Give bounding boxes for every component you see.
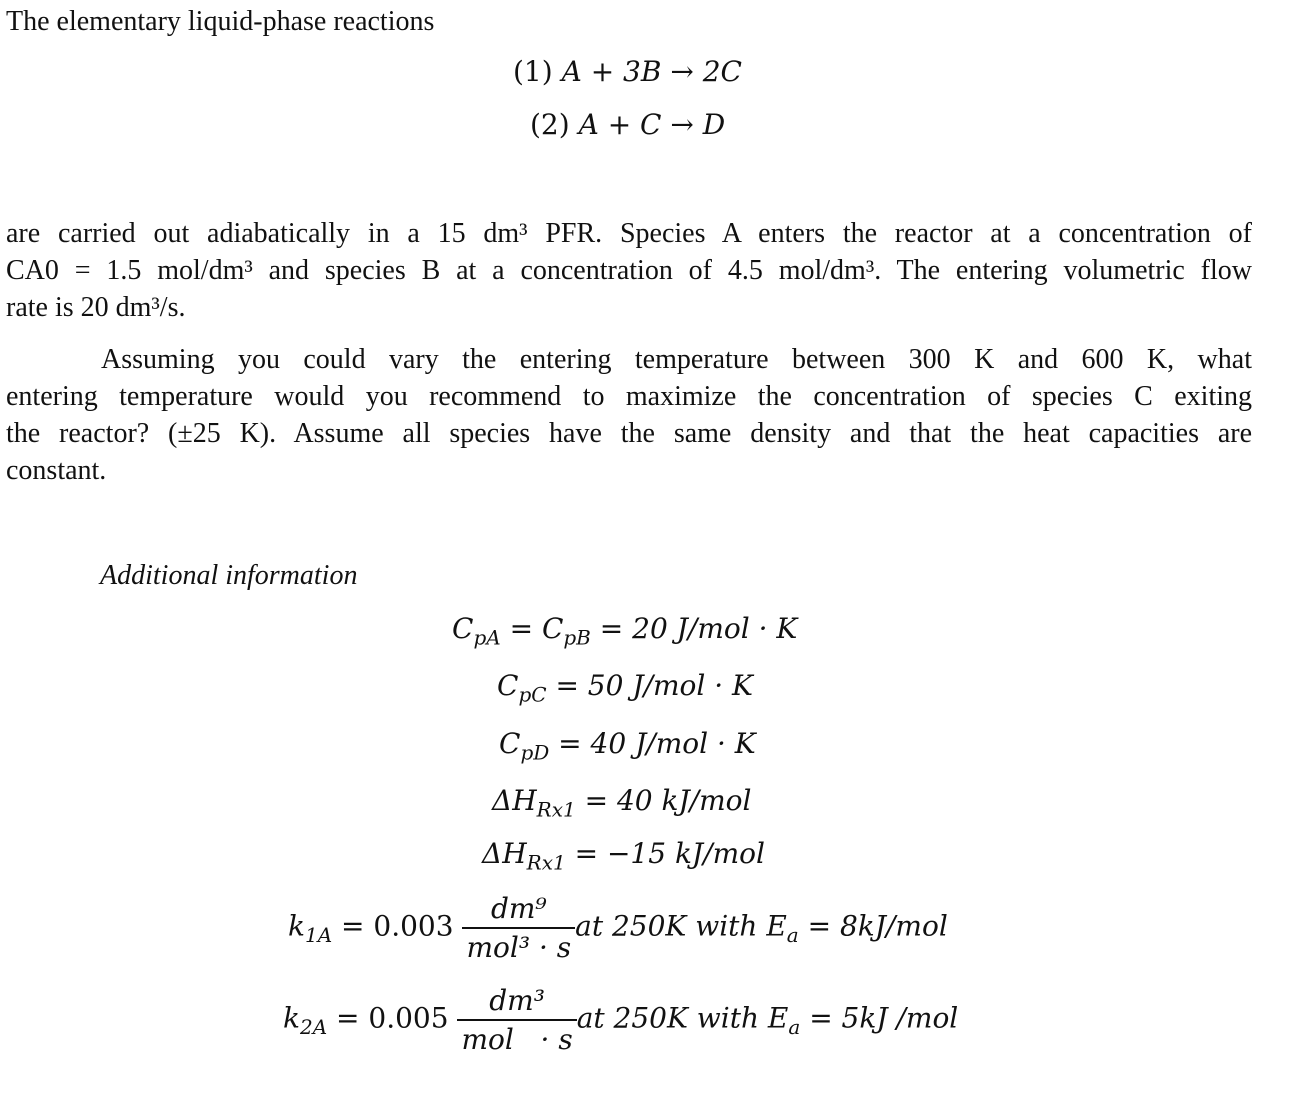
intro-text: The elementary liquid-phase reactions <box>6 6 435 37</box>
ea-value: = 5kJ /mol <box>800 1001 959 1035</box>
ea-value: = 8kJ/mol <box>798 909 948 943</box>
reaction-1 <box>513 55 742 88</box>
eq-value: = 50 J/mol · K <box>546 669 753 702</box>
fraction-denominator: mol³ · s <box>466 931 572 964</box>
paragraph-conditions <box>6 215 1252 326</box>
reaction-2-label: (2) <box>530 108 570 141</box>
fraction-numerator: dm³ <box>457 984 576 1021</box>
equation-dh-rx2 <box>482 837 765 875</box>
k-condition: at 250K with E <box>575 909 787 943</box>
eq-value: = 40 kJ/mol <box>575 784 752 817</box>
eq-subscript: Rx1 <box>536 797 576 822</box>
reaction-1-label: (1) <box>513 55 553 88</box>
ea-subscript: a <box>788 1015 801 1040</box>
eq-value: = 20 J/mol · K <box>590 612 798 645</box>
k-symbol: k <box>288 909 305 943</box>
k-subscript: 1A <box>304 923 333 948</box>
k1-units-fraction <box>462 892 575 964</box>
rate-constant-k2 <box>283 984 958 1056</box>
equation-cp-d <box>499 727 756 765</box>
eq-symbol: C <box>499 727 521 760</box>
eq-subscript: pC <box>518 682 547 707</box>
fraction-numerator: dm⁹ <box>462 892 575 929</box>
paragraph-1-line-3: rate is 20 dm³/s. <box>6 292 186 323</box>
equation-cp-c <box>497 669 753 707</box>
paragraph-1-line-1: are carried out adiabatically in a 15 dm³ PFR. Species A enters the reactor at a concentration of <box>6 218 1252 249</box>
k-subscript: 2A <box>299 1015 328 1040</box>
paragraph-2-line-4: constant. <box>6 455 107 486</box>
equation-cp-ab <box>452 612 797 650</box>
eq-subscript: Rx1 <box>526 850 566 875</box>
k2-units-fraction <box>457 984 576 1056</box>
paragraph-1-line-2: CA0 = 1.5 mol/dm³ and species B at a concentration of 4.5 mol/dm³. The entering volumetric flow <box>6 255 1252 286</box>
eq-subscript: pB <box>563 625 591 650</box>
rate-constant-k1 <box>288 892 948 964</box>
paragraph-2-line-3: the reactor? (±25 K). Assume all species have the same density and that the heat capacities are <box>6 418 1252 449</box>
k-value: = 0.003 <box>332 909 454 943</box>
eq-symbol: ΔH <box>482 837 527 870</box>
fraction-denominator: mol · s <box>461 1023 573 1056</box>
eq-symbol: = C <box>500 612 564 645</box>
eq-value: = −15 kJ/mol <box>565 837 765 870</box>
eq-symbol: ΔH <box>492 784 537 817</box>
equation-dh-rx1 <box>492 784 751 822</box>
ea-subscript: a <box>786 923 799 948</box>
reaction-2-equation: A + C → D <box>578 108 726 141</box>
eq-value: = 40 J/mol · K <box>549 727 756 760</box>
reaction-1-equation: A + 3B → 2C <box>561 55 742 88</box>
paragraph-question <box>6 341 1252 489</box>
eq-subscript: pD <box>520 740 550 765</box>
k-condition: at 250K with E <box>576 1001 789 1035</box>
paragraph-2-line-1: Assuming you could vary the entering temperature between 300 K and 600 K, what <box>101 344 1252 375</box>
paragraph-2-line-2: entering temperature would you recommend to maximize the concentration of species C exiting <box>6 381 1252 412</box>
reaction-2 <box>530 108 725 141</box>
k-symbol: k <box>283 1001 300 1035</box>
eq-symbol: C <box>452 612 474 645</box>
eq-subscript: pA <box>473 625 501 650</box>
k-value: = 0.005 <box>327 1001 449 1035</box>
additional-info-heading: Additional information <box>100 560 358 591</box>
eq-symbol: C <box>497 669 519 702</box>
